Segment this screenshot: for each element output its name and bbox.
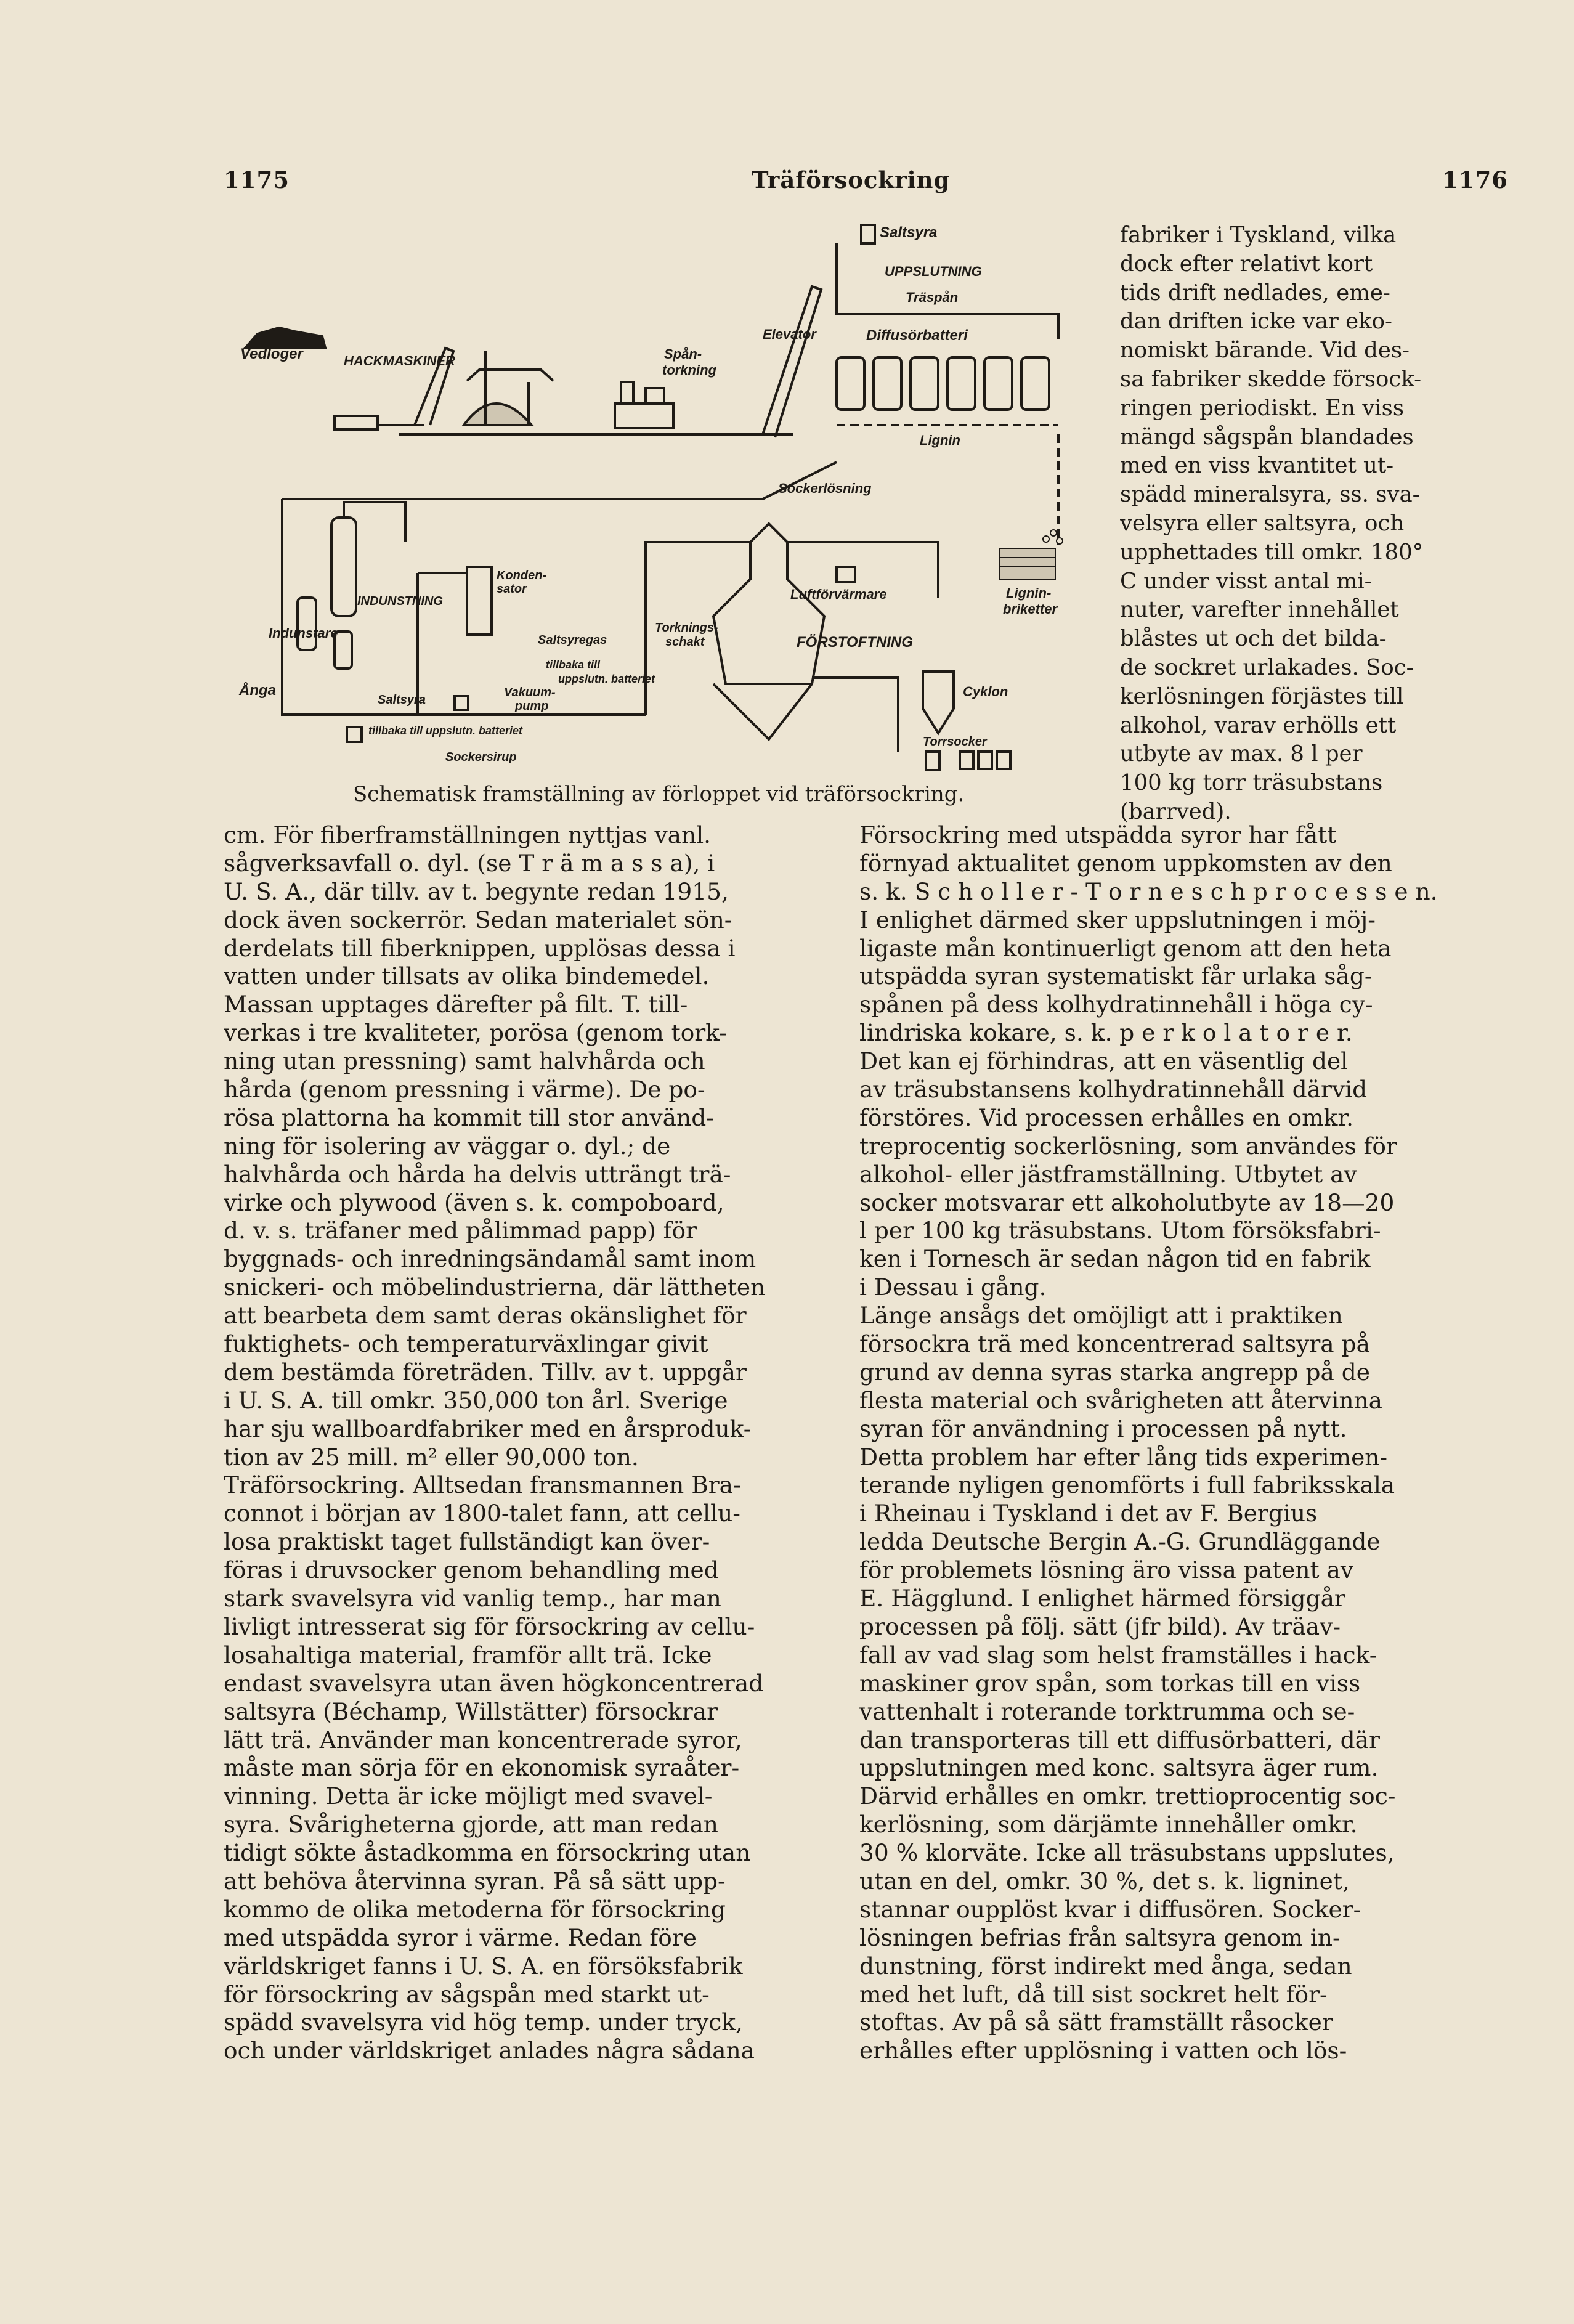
text-line: dock även sockerrör. Sedan materialet sön- xyxy=(224,906,732,933)
label-saltsyregas: Saltsyregas xyxy=(538,633,607,647)
text-line: och under världskriget anlades några sådana xyxy=(224,2037,755,2065)
text-line: upphettades till omkr. 180° xyxy=(1120,539,1424,565)
text-line: försockra trä med koncentrerad saltsyra på xyxy=(859,1330,1370,1358)
text-line: nuter, varefter innehållet xyxy=(1120,597,1399,623)
running-title: Träförsockring xyxy=(752,166,951,193)
process-diagram xyxy=(221,222,1083,807)
text-line: fuktighets- och temperaturväxlingar givit xyxy=(224,1330,708,1358)
figure-caption: Schematisk framställning av förloppet vid träförsockring. xyxy=(353,782,965,806)
text-line: tion av 25 mill. m² eller 90,000 ton. xyxy=(224,1443,639,1471)
label-tillbaka-till-1: tillbaka till xyxy=(546,659,601,671)
text-line: dan transporteras till ett diffusörbatteri, där xyxy=(859,1726,1380,1753)
text-line: med utspädda syror i värme. Redan före xyxy=(224,1924,697,1951)
text-line: av träsubstansens kolhydratinnehåll därvid xyxy=(859,1076,1368,1103)
label-torkningsschakt-2: schakt xyxy=(665,635,705,649)
text-line: utspädda syran systematiskt får urlaka såg- xyxy=(859,962,1373,990)
text-line: velsyra eller saltsyra, och xyxy=(1120,510,1405,536)
text-line: grund av denna syras starka angrepp på de xyxy=(859,1358,1370,1386)
text-line: syra. Svårigheterna gjorde, att man redan xyxy=(224,1811,718,1838)
text-line: halvhårda och hårda ha delvis utträngt trä- xyxy=(224,1160,731,1188)
text-line: maskiner grov spån, som torkas till en viss xyxy=(859,1669,1361,1697)
elevator-shape xyxy=(763,286,821,437)
text-line: i U. S. A. till omkr. 350,000 ton årl. Sverige xyxy=(224,1386,728,1414)
text-column-right-top xyxy=(1120,221,1507,827)
text-line: connot i början av 1800-talet fann, att cellu- xyxy=(224,1500,740,1527)
label-luftforvarmare: Luftförvärmare xyxy=(790,587,887,602)
text-line: för försockring av sågspån med starkt ut- xyxy=(224,1980,710,2008)
text-line: Försockring med utspädda syror har fått xyxy=(859,821,1337,848)
text-line: Detta problem har efter lång tids experimen- xyxy=(859,1443,1388,1471)
text-line: ning utan pressning) samt halvhårda och xyxy=(224,1047,705,1075)
text-line: dan driften icke var eko- xyxy=(1120,309,1393,335)
text-line: endast svavelsyra utan även högkoncentrerad xyxy=(224,1669,764,1697)
text-line: stark svavelsyra vid vanlig temp., har man xyxy=(224,1585,721,1612)
label-vedloger: Vedloger xyxy=(240,346,303,362)
text-line: spädd mineralsyra, ss. sva- xyxy=(1120,482,1420,508)
text-line: spånen på dess kolhydratinnehåll i höga cy- xyxy=(859,991,1373,1018)
label-anga: Ånga xyxy=(239,682,276,699)
text-line: i Dessau i gång. xyxy=(859,1274,1047,1301)
text-line: ledda Deutsche Bergin A.-G. Grundläggande xyxy=(859,1528,1381,1556)
label-hackmaskiner: HACKMASKINER xyxy=(344,353,455,368)
text-line: med het luft, då till sist sockret helt för- xyxy=(859,1980,1328,2008)
text-line: världskriget fanns i U. S. A. en försöksfabrik xyxy=(224,1952,743,1980)
text-line: s. k. S c h o l l e r - T o r n e s c h p r o c e s s e n. xyxy=(859,877,1438,905)
text-line: U. S. A., där tillv. av t. begynte redan 1915, xyxy=(224,877,729,905)
text-line: att bearbeta dem samt deras okänslighet för xyxy=(224,1302,747,1330)
text-line: i Rheinau i Tyskland i det av F. Bergius xyxy=(859,1500,1318,1527)
page-number-right: 1176 xyxy=(1442,166,1508,193)
text-line: att behöva återvinna syran. På så sätt upp- xyxy=(224,1867,726,1895)
text-line: mängd sågspån blandades xyxy=(1120,424,1414,450)
text-line: d. v. s. träfaner med pålimmad papp) för xyxy=(224,1217,697,1245)
text-line: dunstning, först indirekt med ånga, sedan xyxy=(859,1952,1352,1980)
label-elevator: Elevator xyxy=(763,327,816,342)
text-line: kommo de olika metoderna för försockring xyxy=(224,1895,726,1923)
text-line: derdelats till fiberknippen, upplösas dessa i xyxy=(224,934,736,962)
text-line: (barrved). xyxy=(1120,798,1231,824)
text-line: stoftas. Av på så sätt framställt råsocker xyxy=(859,2009,1333,2036)
text-line: erhålles efter upplösning i vatten och lös- xyxy=(859,2037,1347,2065)
label-uppslutning: UPPSLUTNING xyxy=(885,264,982,279)
lignin-briketter-stack xyxy=(1000,530,1063,579)
label-vakuumpump-1: Vakuum- xyxy=(504,686,556,699)
text-line: förstöres. Vid processen erhålles en omkr. xyxy=(859,1103,1354,1131)
text-line: sa fabriker skedde försock- xyxy=(1120,366,1422,392)
text-line: C under visst antal mi- xyxy=(1120,568,1372,594)
text-line: fall av vad slag som helst framställes i hack- xyxy=(859,1641,1377,1668)
diffuser-battery xyxy=(837,357,1049,410)
label-lignin-briketter-1: Lignin- xyxy=(1006,585,1052,601)
text-line: losahaltiga material, framför allt trä. Icke xyxy=(224,1641,712,1668)
text-line: sågverksavfall o. dyl. (se T r ä m a s s a), i xyxy=(224,849,715,877)
text-column-left xyxy=(224,821,829,2065)
label-torrsocker: Torrsocker xyxy=(923,735,987,749)
text-line: 30 % klorväte. Icke all träsubstans uppslutes, xyxy=(859,1839,1395,1867)
text-line: utan en del, omkr. 30 %, det s. k. ligninet, xyxy=(859,1867,1350,1895)
label-torkningsschakt-1: Torknings- xyxy=(655,621,718,635)
text-line: syran för användning i processen på nytt. xyxy=(859,1415,1347,1442)
text-line: ligaste mån kontinuerligt genom att den heta xyxy=(859,934,1392,962)
label-kondensator-2: sator xyxy=(497,582,527,596)
sugar-bags xyxy=(960,752,1010,769)
hackmaskiner-shape xyxy=(335,416,378,429)
text-line: för problemets lösning äro vissa patent av xyxy=(859,1556,1354,1584)
label-vakuumpump-2: pump xyxy=(515,699,549,713)
label-traspan: Träspån xyxy=(906,290,959,305)
text-line: tids drift nedlades, eme- xyxy=(1120,280,1390,306)
kondensator-shape xyxy=(467,567,492,635)
text-line: cm. För fiberframställningen nyttjas vanl. xyxy=(224,821,712,848)
text-line: processen på följ. sätt (jfr bild). Av träav- xyxy=(859,1612,1341,1640)
text-line: terande nyligen genomförts i full fabriksskala xyxy=(859,1471,1395,1499)
text-line: 100 kg torr träsubstans xyxy=(1120,770,1383,796)
text-line: lösningen befrias från saltsyra genom in- xyxy=(859,1924,1341,1951)
text-line: föras i druvsocker genom behandling med xyxy=(224,1556,719,1584)
text-line: I enlighet därmed sker uppslutningen i möj- xyxy=(859,906,1376,933)
text-line: spädd svavelsyra vid hög temp. under tryck, xyxy=(224,2009,743,2036)
text-line: tidigt sökte åstadkomma en försockring utan xyxy=(224,1839,751,1867)
text-line: lindriska kokare, s. k. p e r k o l a t o r e r. xyxy=(859,1019,1353,1047)
label-indunstare: Indunstare xyxy=(269,625,338,641)
label-cyklon: Cyklon xyxy=(963,684,1008,699)
text-line: flesta material och svårigheten att återvinna xyxy=(859,1386,1383,1414)
label-sockersirup: Sockersirup xyxy=(445,750,517,764)
text-line: lätt trä. Använder man koncentrerade syror, xyxy=(224,1726,742,1753)
text-line: blåstes ut och det bilda- xyxy=(1120,626,1387,652)
cyklon-shape xyxy=(923,672,954,733)
text-line: losa praktiskt taget fullständigt kan över- xyxy=(224,1528,710,1556)
text-line: med en viss kvantitet ut- xyxy=(1120,453,1394,479)
label-diffusorbatteri: Diffusörbatteri xyxy=(866,327,968,344)
text-line: dock efter relativt kort xyxy=(1120,251,1373,277)
label-forstoftning: FÖRSTOFTNING xyxy=(797,634,913,651)
label-spantorkning-2: torkning xyxy=(662,362,716,378)
text-line: har sju wallboardfabriker med en årsproduk- xyxy=(224,1415,752,1442)
text-line: Massan upptages därefter på filt. T. till- xyxy=(224,991,688,1018)
text-line: hårda (genom pressning i värme). De po- xyxy=(224,1076,705,1103)
label-saltsyra-low: Saltsyra xyxy=(378,693,426,707)
text-line: verkas i tre kvaliteter, porösa (genom tork- xyxy=(224,1019,727,1047)
label-spantorkning-1: Spån- xyxy=(664,346,702,362)
text-column-right-bottom xyxy=(859,821,1507,2065)
label-lignin: Lignin xyxy=(920,433,960,448)
text-line: ringen periodiskt. En viss xyxy=(1120,395,1405,421)
text-line: byggnads- och inredningsändamål samt inom xyxy=(224,1245,757,1273)
text-line: l per 100 kg träsubstans. Utom försöksfabri- xyxy=(859,1217,1381,1245)
text-line: kerlösningen förjästes till xyxy=(1120,683,1404,709)
label-indunstning: INDUNSTNING xyxy=(357,595,443,608)
text-line: stannar oupplöst kvar i diffusören. Socker- xyxy=(859,1895,1361,1923)
text-line: alkohol, varav erhölls ett xyxy=(1120,712,1397,738)
text-line: de sockret urlakades. Soc- xyxy=(1120,654,1414,680)
text-line: Det kan ej förhindras, att en väsentlig del xyxy=(859,1047,1349,1075)
text-line: alkohol- eller jästframställning. Utbytet av xyxy=(859,1160,1357,1188)
text-line: uppslutningen med konc. saltsyra äger rum. xyxy=(859,1754,1379,1782)
label-sockerlosning: Sockerlösning xyxy=(778,481,872,496)
text-line: förnyad aktualitet genom uppkomsten av den xyxy=(859,849,1392,877)
text-line: måste man sörja för en ekonomisk syraåter- xyxy=(224,1754,740,1782)
text-line: vatten under tillsats av olika bindemedel. xyxy=(224,962,710,990)
text-line: E. Hägglund. I enlighet härmed försiggår xyxy=(859,1585,1345,1612)
text-line: ning för isolering av väggar o. dyl.; de xyxy=(224,1132,671,1160)
text-line: saltsyra (Béchamp, Willstätter) försockrar xyxy=(224,1697,718,1725)
label-kondensator-1: Konden- xyxy=(497,569,547,582)
text-line: snickeri- och möbelindustrierna, där lättheten xyxy=(224,1274,766,1301)
text-line: Därvid erhålles en omkr. trettioprocentig soc- xyxy=(859,1782,1396,1810)
text-line: ken i Tornesch är sedan någon tid en fabrik xyxy=(859,1245,1371,1273)
text-line: rösa plattorna ha kommit till stor använd- xyxy=(224,1103,714,1131)
text-line: utbyte av max. 8 l per xyxy=(1120,741,1363,767)
text-line: nomiskt bärande. Vid des- xyxy=(1120,338,1410,364)
text-line: socker motsvarar ett alkoholutbyte av 18—20 xyxy=(859,1188,1395,1216)
text-line: kerlösning, som därjämte innehåller omkr. xyxy=(859,1811,1358,1838)
text-line: vattenhalt i roterande torktrumma och se- xyxy=(859,1697,1355,1725)
text-line: Träförsockring. Alltsedan fransmannen Bra- xyxy=(224,1471,741,1499)
indunstning-shape xyxy=(331,518,356,616)
text-line: dem bestämda företräden. Tillv. av t. uppgår xyxy=(224,1358,747,1386)
label-tillbaka-uppslutn: tillbaka till uppslutn. batteriet xyxy=(368,725,523,737)
text-line: Länge ansågs det omöjligt att i praktiken xyxy=(859,1302,1343,1330)
label-lignin-briketter-2: briketter xyxy=(1003,601,1058,617)
spantorkning-heap xyxy=(464,404,532,425)
text-line: virke och plywood (även s. k. compoboard, xyxy=(224,1188,724,1216)
text-line: vinning. Detta är icke möjligt med svavel- xyxy=(224,1782,713,1810)
page-number-left: 1175 xyxy=(224,166,290,193)
text-line: treprocentig sockerlösning, som användes för xyxy=(859,1132,1397,1160)
text-line: livligt intresserat sig för försockring av cellu- xyxy=(224,1612,755,1640)
forstoftning-tower xyxy=(713,524,824,684)
label-tillbaka-till-2: uppslutn. batteriet xyxy=(558,673,655,685)
label-saltsyra-top: Saltsyra xyxy=(880,224,938,241)
text-line: fabriker i Tyskland, vilka xyxy=(1120,222,1397,248)
